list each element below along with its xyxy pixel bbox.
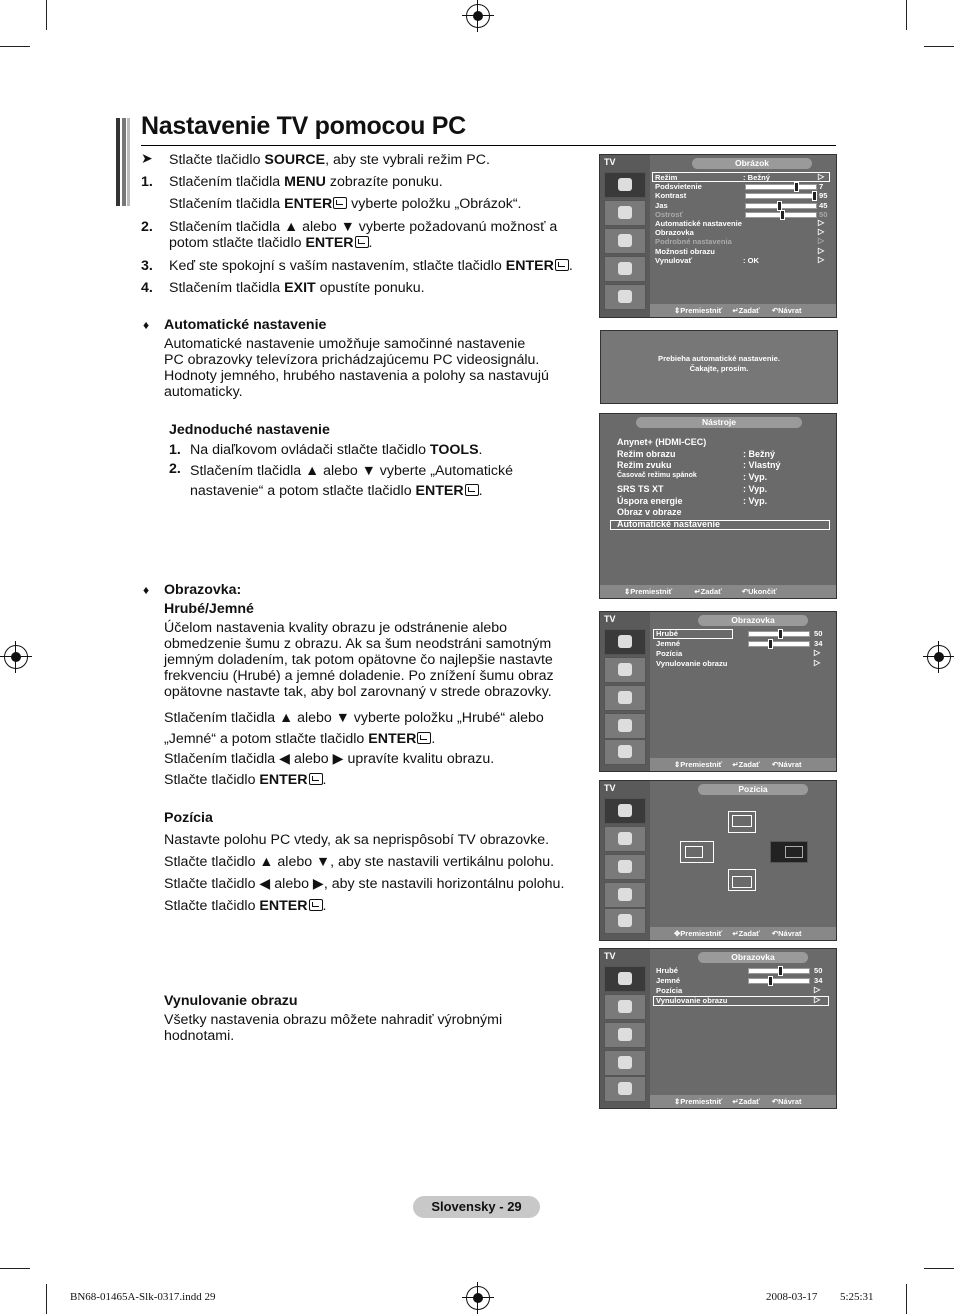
step-number: 1. [169, 442, 181, 458]
text: Zadať [738, 929, 760, 938]
text: jemným doladením, tak potom opätovne čo najlepšie nastavte [164, 652, 553, 668]
move-icon: ✥ [674, 929, 681, 938]
print-slug-file: BN68-01465A-Slk-0317.indd 29 [70, 1291, 216, 1303]
channel-icon [604, 685, 646, 711]
crop-mark [924, 46, 954, 47]
text: nastavenie“ a potom stlačte tlačidlo [190, 483, 416, 499]
osd-row-label: Ostrosť [655, 209, 684, 219]
return-icon: ↶ [771, 1097, 779, 1106]
crop-mark [924, 1268, 954, 1269]
text: Zadať [738, 306, 760, 315]
text: Zadať [700, 587, 722, 596]
osd-row-label: Vynulovanie obrazu [656, 659, 728, 668]
subsection-heading: Jednoduché nastavenie [169, 422, 330, 438]
enter-icon: ↵ [732, 1097, 739, 1106]
text: Keď ste spokojní s vaším nastavením, stlačte tlačidlo [169, 258, 506, 274]
text: Zadať [738, 760, 760, 769]
crop-mark [0, 1268, 30, 1269]
registration-mark-icon [466, 1286, 490, 1310]
osd-row-label: Podrobné nastavenia [655, 237, 732, 247]
key-enter: ENTER [415, 483, 464, 499]
step-3 [169, 258, 573, 274]
position-box-right [770, 841, 808, 863]
screen-paragraph [164, 620, 594, 700]
osd-slider [748, 641, 810, 647]
osd-row-value: 45 [819, 200, 828, 210]
enter-icon: ↵ [732, 929, 739, 938]
osd-row-label: Časovač režimu spánok [617, 472, 697, 480]
crop-mark [46, 0, 47, 30]
text: . [478, 483, 483, 499]
sound-icon [604, 200, 646, 226]
osd-slider [745, 193, 817, 199]
osd-row-label: Jemné [656, 639, 681, 648]
key-enter: ENTER [305, 235, 354, 251]
title-bar-decoration [116, 118, 130, 206]
enter-icon [355, 236, 369, 248]
position-box-down [728, 869, 756, 891]
picture-icon [604, 172, 646, 198]
osd-slider-knob [812, 191, 817, 201]
osd-row-label: Vynulovať [655, 255, 693, 265]
text: . [568, 258, 573, 274]
move-icon: ⇕ [674, 1097, 681, 1106]
key-enter: ENTER [259, 898, 308, 914]
osd-row-value: 34 [814, 639, 823, 648]
step-2 [169, 219, 557, 251]
setup-icon [604, 256, 646, 282]
picture-icon [604, 629, 646, 655]
osd-slider [748, 978, 810, 984]
bullet: ♦ [143, 318, 150, 332]
osd-slider-knob [768, 639, 773, 649]
text: potom stlačte tlačidlo [169, 235, 306, 251]
title-rule [141, 145, 836, 146]
osd-row-value: 95 [819, 191, 828, 201]
osd-row-label: Obrazovka [655, 228, 694, 238]
crop-mark [0, 46, 30, 47]
arrow-right-icon: ▷ [814, 985, 821, 994]
channel-icon [604, 228, 646, 254]
osd-row-label: Režim [655, 173, 678, 182]
arrow-right-icon: ▷ [818, 227, 825, 237]
osd-row-value: 34 [814, 976, 823, 985]
osd-source-label: TV [604, 783, 616, 793]
text: Účelom nastavenia kvality obrazu je odstránenie alebo [164, 620, 508, 636]
text: Návrat [778, 929, 802, 938]
osd-selection [652, 172, 830, 182]
crop-mark [46, 1284, 47, 1314]
osd-position-menu [599, 780, 837, 941]
osd-source-label: TV [604, 614, 616, 624]
osd-row-label: Automatické nastavenie [655, 219, 742, 228]
sound-icon [604, 657, 646, 683]
bullet: ♦ [143, 583, 150, 597]
setup-icon [604, 1050, 646, 1076]
text: automaticky. [164, 384, 243, 400]
text: PC obrazovky televízora prichádzajúcemu PC videosignálu. [164, 352, 540, 368]
text: Stlačením tlačidla ◀ alebo ▶ upravíte kvalitu obrazu. [164, 751, 495, 767]
picture-icon [604, 966, 646, 992]
osd-source-label: TV [604, 157, 616, 167]
arrow-right-icon: ▷ [814, 648, 821, 657]
position-paragraph [164, 829, 594, 917]
osd-row-value: 50 [814, 629, 823, 638]
registration-mark-icon [4, 645, 28, 669]
enter-icon: ↵ [694, 587, 701, 596]
key-menu: MENU [284, 174, 326, 190]
page-title: Nastavenie TV pomocou PC [141, 112, 466, 140]
enter-icon [465, 484, 479, 496]
text: Nastavte polohu PC vtedy, ak sa neprispôsobí TV obrazovke. [164, 832, 550, 848]
text: Všetky nastavenia obrazu môžete nahradiť výrobnými [164, 1012, 503, 1028]
enter-icon [333, 197, 347, 209]
text: Stlačením tlačidla ▲ alebo ▼ vyberte požadovanú možnosť a [169, 219, 558, 235]
osd-row-label: Jemné [656, 976, 681, 985]
input-icon [604, 739, 646, 765]
step-number: 2. [141, 219, 153, 235]
return-icon: ↶ [771, 929, 779, 938]
osd-row-label: Obraz v obraze [617, 507, 682, 518]
osd-tools-menu [599, 413, 837, 599]
osd-slider-knob [778, 966, 783, 976]
section-heading: Obrazovka: [164, 582, 242, 598]
move-icon: ⇕ [674, 306, 681, 315]
osd-row-label: Režim zvuku [617, 460, 672, 471]
crop-mark [906, 1284, 907, 1314]
osd-slider-knob [778, 629, 783, 639]
text: „Jemné“ a potom stlačte tlačidlo [164, 730, 369, 747]
osd-tab: Pozícia [698, 784, 808, 795]
key-source: SOURCE [264, 152, 326, 168]
osd-row-label: Vynulovanie obrazu [656, 996, 728, 1005]
osd-row-label: Hrubé [656, 966, 678, 975]
key-enter: ENTER [259, 771, 308, 788]
simple-step-1 [190, 442, 483, 458]
step-number: 1. [141, 174, 153, 190]
position-box-left [680, 841, 714, 863]
osd-footer [650, 1095, 836, 1108]
text: Stlačte tlačidlo ◀ alebo ▶, aby ste nastavili horizontálnu polohu. [164, 876, 565, 892]
text: Stlačením tlačidla ▲ alebo ▼ vyberte položku „Hrubé“ alebo [164, 710, 544, 726]
sound-icon [604, 994, 646, 1020]
registration-mark-icon [466, 4, 490, 28]
osd-slider [745, 184, 817, 190]
text: Stlačte tlačidlo [164, 898, 260, 914]
arrow-right-icon: ▷ [818, 254, 825, 264]
section-heading: Automatické nastavenie [164, 317, 327, 333]
exit-icon: ↶ [741, 587, 749, 596]
text: vyberte položku „Obrázok“. [347, 196, 522, 212]
osd-row-value: : Bežný [743, 448, 776, 459]
channel-icon [604, 854, 646, 880]
key-exit: EXIT [284, 280, 316, 296]
step-number: 2. [169, 461, 181, 477]
step-number: 3. [141, 258, 153, 274]
osd-tab: Obrazovka [698, 952, 808, 963]
osd-row-label: Pozícia [656, 986, 683, 995]
osd-slider-knob [794, 182, 799, 192]
key-enter: ENTER [368, 730, 417, 747]
osd-row-value: : Vyp. [743, 483, 768, 494]
intro-line [169, 152, 490, 168]
osd-row-value: 50 [819, 209, 828, 219]
osd-footer [600, 585, 836, 598]
osd-row-value: : Bežný [743, 173, 771, 182]
osd-tab: Obrazovka [698, 615, 808, 626]
key-tools: TOOLS [429, 442, 479, 458]
text: frekvenciu (Hrubé) a jemné doladenie. Po znížení šumu obraz [164, 668, 554, 684]
text: hodnotami. [164, 1028, 235, 1044]
text: . [368, 235, 373, 251]
enter-icon [309, 899, 323, 911]
text: . [431, 730, 436, 747]
osd-footer [650, 758, 836, 771]
osd-screen-menu [599, 611, 837, 772]
osd-tab: Obrázok [692, 158, 812, 169]
enter-icon [309, 773, 323, 785]
text: . [322, 898, 327, 914]
input-icon [604, 908, 646, 934]
osd-picture-menu [599, 154, 837, 318]
subsection-heading: Pozícia [164, 810, 213, 826]
registration-mark-icon [927, 645, 951, 669]
osd-row-label: Kontrast [655, 191, 687, 201]
picture-icon [604, 798, 646, 824]
position-box-up [728, 811, 756, 833]
text: Premiestniť [680, 1097, 723, 1106]
message-line: Čakajte, prosím. [689, 364, 749, 373]
enter-icon [417, 732, 431, 744]
enter-icon [555, 259, 569, 271]
arrow-right-icon: ▷ [814, 658, 821, 667]
osd-auto-adjust-message [600, 330, 838, 404]
key-enter: ENTER [505, 258, 554, 274]
text: Stlačte tlačidlo [164, 771, 260, 788]
osd-row-label: Jas [655, 200, 668, 210]
osd-row-label: Podsvietenie [655, 182, 702, 192]
osd-reset-menu [599, 948, 837, 1109]
osd-row-label: SRS TS XT [617, 483, 664, 494]
osd-row-label: Hrubé [656, 629, 678, 638]
auto-paragraph [164, 336, 594, 400]
text: Stlačením tlačidla [169, 174, 285, 190]
osd-row-label: Režim obrazu [617, 448, 676, 459]
text: , aby ste vybrali režim PC. [325, 152, 490, 168]
text: Premiestniť [630, 587, 673, 596]
osd-row-value: : Vyp. [743, 472, 768, 483]
text: Zadať [738, 1097, 760, 1106]
text: Stlačením tlačidla [169, 196, 285, 212]
simple-step-2 [190, 461, 513, 501]
screen-instructions [164, 708, 594, 790]
return-icon: ↶ [771, 760, 779, 769]
reset-paragraph [164, 1012, 594, 1044]
text: Hodnoty jemného, hrubého nastavenia a polohy sa nastavujú [164, 368, 549, 384]
text: obmedzenie šumu z obrazu. Ak sa šum neodstráni samotným [164, 636, 552, 652]
osd-footer [650, 304, 836, 317]
text: . [322, 771, 327, 788]
key-enter: ENTER [284, 196, 333, 212]
arrow-right-icon: ▷ [818, 218, 825, 227]
osd-row-value: 50 [814, 966, 823, 975]
text: Stlačením tlačidla ▲ alebo ▼ vyberte „Automatické [190, 463, 514, 479]
osd-row-label: Úspora energie [617, 495, 683, 506]
message-line: Prebieha automatické nastavenie. [658, 354, 780, 363]
text: Automatické nastavenie umožňuje samočinné nastavenie [164, 336, 526, 352]
text: Stlačením tlačidla [169, 280, 285, 296]
text: Návrat [778, 760, 802, 769]
osd-row-value: : Vlastný [743, 460, 781, 471]
osd-slider-knob [768, 976, 773, 986]
text: opätovne nastavte tak, aby bol zarovnaný v strede obrazovky. [164, 684, 552, 700]
osd-row-label: Automatické nastavenie [617, 518, 721, 529]
osd-row-value: : OK [743, 255, 760, 265]
input-icon [604, 1076, 646, 1102]
osd-row-value: 7 [819, 182, 824, 192]
step-1b [169, 196, 522, 212]
text: zobrazíte ponuku. [325, 174, 443, 190]
step-number: 4. [141, 280, 153, 296]
osd-footer [650, 927, 836, 940]
step-4 [169, 280, 425, 296]
text: Návrat [778, 1097, 802, 1106]
text: Premiestniť [680, 929, 723, 938]
text: Ukončiť [748, 587, 777, 596]
osd-source-label: TV [604, 951, 616, 961]
text: . [478, 442, 483, 458]
enter-icon: ↵ [732, 306, 739, 315]
text: Na diaľkovom ovládači stlačte tlačidlo [190, 442, 430, 458]
step-1 [169, 174, 443, 190]
text: Stlačte tlačidlo ▲ alebo ▼, aby ste nastavili vertikálnu polohu. [164, 854, 555, 870]
arrow-right-icon: ▷ [818, 236, 825, 246]
arrow-right-icon: ▷ [818, 245, 825, 255]
move-icon: ⇕ [674, 760, 681, 769]
enter-icon: ↵ [732, 760, 739, 769]
subsection-heading: Hrubé/Jemné [164, 601, 254, 617]
crop-mark [906, 0, 907, 30]
print-slug-date: 2008-03-17 ￿￿ 5:25:31 [766, 1291, 874, 1303]
osd-tab: Nástroje [636, 417, 802, 428]
text: Premiestniť [680, 760, 723, 769]
osd-row-value: : Vyp. [743, 495, 768, 506]
input-icon [604, 284, 646, 310]
osd-row-label: Možnosti obrazu [655, 246, 715, 256]
move-icon: ⇕ [624, 587, 631, 596]
return-icon: ↶ [771, 306, 779, 315]
setup-icon [604, 882, 646, 908]
note-arrow-icon: ➤ [141, 150, 153, 166]
osd-row-label: Pozícia [656, 649, 683, 658]
osd-slider-knob [780, 210, 785, 220]
page-number: Slovensky - 29 [413, 1196, 540, 1218]
channel-icon [604, 1022, 646, 1048]
arrow-right-icon: ▷ [814, 995, 821, 1004]
subsection-heading: Vynulovanie obrazu [164, 993, 298, 1009]
sound-icon [604, 826, 646, 852]
text: Premiestniť [680, 306, 723, 315]
setup-icon [604, 713, 646, 739]
text: Návrat [778, 306, 802, 315]
arrow-right-icon: ▷ [818, 172, 825, 181]
osd-row-label: Anynet+ (HDMI-CEC) [617, 437, 707, 447]
text: Stlačte tlačidlo [169, 152, 265, 168]
text: opustíte ponuku. [315, 280, 425, 296]
